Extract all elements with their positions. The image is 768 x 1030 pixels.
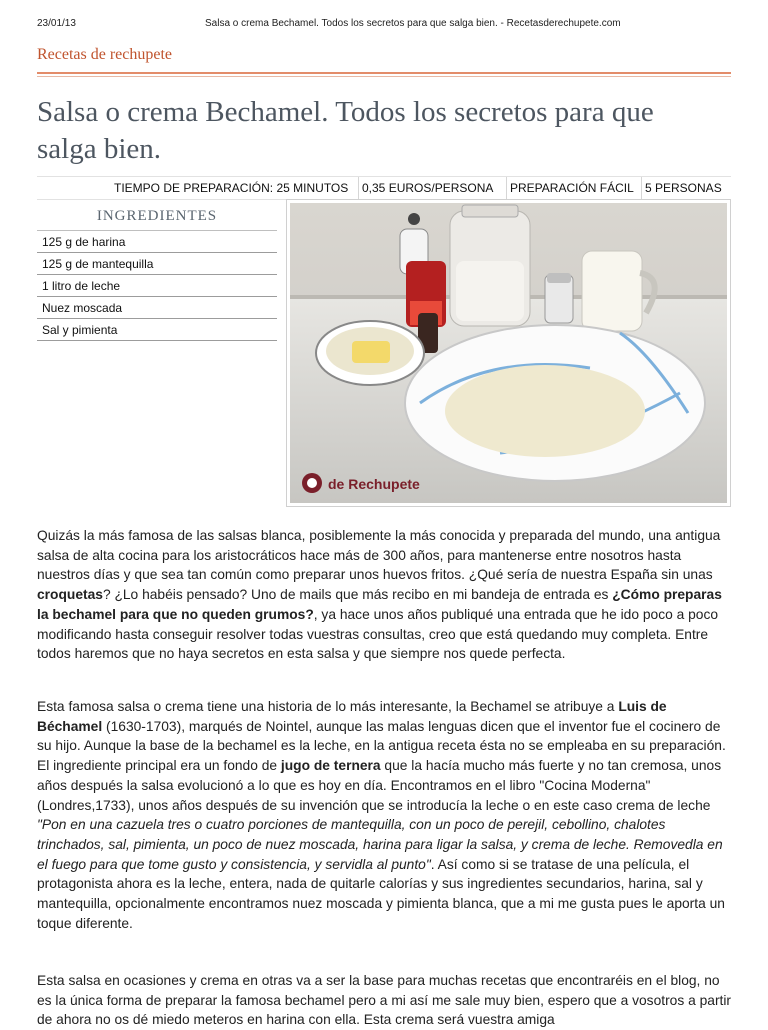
prep-time: TIEMPO DE PREPARACIÓN: 25 MINUTOS: [114, 181, 349, 195]
site-name-link[interactable]: Recetas de rechupete: [37, 46, 173, 63]
ingredient-item: 125 g de harina: [37, 232, 277, 253]
ingredients-title: INGREDIENTES: [37, 205, 277, 231]
paragraph-text: Esta salsa en ocasiones y crema en otras va a ser la base para muchas recetas que encontraréis en el blog, no es la única forma de preparar la famosa bechamel pero a mi así me sale muy bien, espero que a vosotros a partir de ahora no os dé miedo meteros en harina con ella. Esta crema será vuestra amiga: [37, 973, 732, 1028]
bold-text: jugo de ternera: [280, 758, 381, 774]
ingredients-panel: [37, 205, 277, 341]
recipe-photo-illustration: [290, 203, 727, 503]
paragraph-text: Esta famosa salsa o crema tiene una historia de lo más interesante, la Bechamel se atribuye a: [37, 699, 619, 714]
print-date: 23/01/13: [37, 18, 76, 29]
quote-text: "Pon en una cazuela tres o cuatro porciones de mantequilla, con un poco de perejil, cebollino, chalotes trinchados, sal, pimienta, un poco de nuez moscada, harina para ligar la salsa, y crema de leche. Removedla en el fuego para que tome gusto y consistencia, y servidla al punto": [37, 817, 723, 872]
header-divider: [37, 72, 731, 74]
servings: 5 PERSONAS: [641, 177, 725, 199]
bold-text: croquetas: [37, 587, 103, 603]
ingredient-item: Sal y pimienta: [37, 320, 277, 341]
history-paragraph: [37, 697, 733, 933]
cost-per-person: 0,35 EUROS/PERSONA: [358, 177, 496, 199]
ingredients-list: [37, 232, 277, 341]
paragraph-text: que la hacía mucho más fuerte y no tan cremosa, unos años después la salsa evolucionó a lo que es hoy en día. Encontramos en el libro "Cocina Moderna" (Londres,1733), unos años después de su invención que se introducía la leche o en este caso crema de leche: [37, 758, 722, 813]
ingredient-item: Nuez moscada: [37, 298, 277, 319]
print-page-title: Salsa o crema Bechamel. Todos los secretos para que salga bien. - Recetasderechupete.com: [205, 18, 621, 29]
paragraph-text: , ya hace unos años publiqué una entrada que he ido poco a poco modificando hasta conseguir resolver todas vuestras consultas, creo que está quedando muy completa. Entre todos haremos que no haya secretos en esta salsa y que siempre nos quede perfecta.: [37, 606, 719, 662]
bold-text: ¿Cómo preparas la bechamel para que no queden grumos?: [37, 587, 722, 622]
paragraph-text: . Así como si se tratase de una película, el protagonista ahora es la leche, entera, nada de quitarle calorías y sus ingredientes secundarios, harina, sal y mantequilla, opcionalmente encontramos nuez moscada y pimienta blanca, que a mi me gusta pues le aporta un toque diferente.: [37, 856, 725, 931]
header-divider-thin: [37, 76, 731, 77]
bold-text: Luis de Béchamel: [37, 699, 667, 734]
recipe-meta-bar: [37, 176, 731, 200]
ingredient-item: 1 litro de leche: [37, 276, 277, 297]
page-title: Salsa o crema Bechamel. Todos los secretos para que salga bien.: [37, 96, 654, 165]
intro-paragraph: [37, 526, 733, 664]
ingredient-item: 125 g de mantequilla: [37, 254, 277, 275]
print-header: [37, 18, 731, 32]
difficulty: PREPARACIÓN FÁCIL: [506, 177, 637, 199]
paragraph-text: ? ¿Lo habéis pensado? Uno de mails que más recibo en mi bandeja de entrada es: [102, 587, 613, 603]
photo-watermark: de Rechupete: [328, 476, 420, 492]
closing-paragraph: [37, 971, 733, 1030]
paragraph-text: (1630-1703), marqués de Nointel, aunque las malas lenguas dicen que el inventor fue el cocinero de su hijo. Aunque la base de la bechamel es la leche, en la antigua receta ésta no se empleaba en su preparación. El ingrediente principal era un fondo de: [37, 718, 726, 774]
recipe-photo: [286, 199, 731, 507]
paragraph-text: Quizás la más famosa de las salsas blanca, posiblemente la más conocida y preparada del mundo, una antigua salsa de alta cocina para los aristocráticos hace más de 300 años, para mantenerse entre nosotros hasta nuestros días y que sea tan común como preparar unos huevos fritos. ¿Qué sería de nuestra España sin unas: [37, 528, 721, 583]
